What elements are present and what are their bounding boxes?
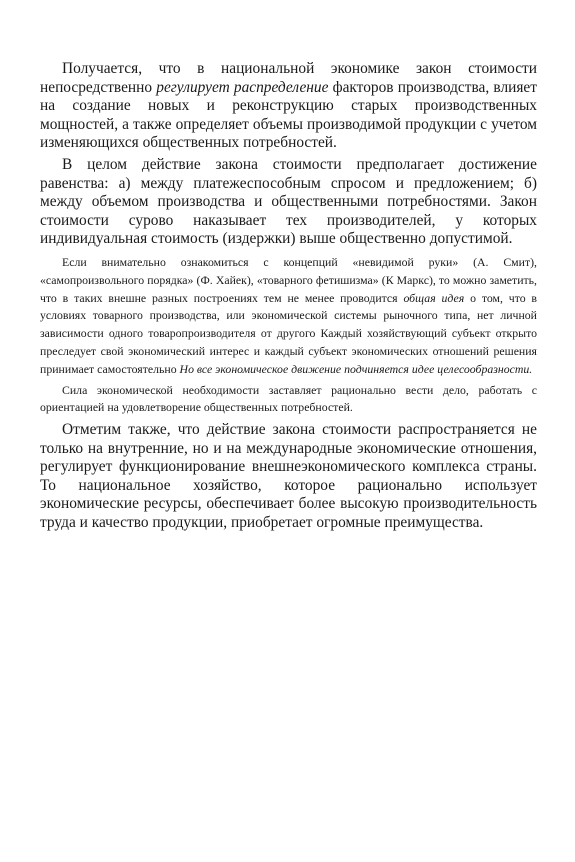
- italic-segment: общая идея: [403, 290, 465, 305]
- paragraph-equality: [40, 156, 537, 249]
- document-page: [40, 60, 537, 533]
- text-segment: Отметим также, что действие закона стоимости распространяется не только на внутренние, но и на международные экономические отношения, регулирует функционирование внешнеэкономического комплекса страны. То национальное хозяйство, которое рационально использует экономические ресурсы, обеспечивает более высокую производительность труда и качество продукции, приобретает огромные преимущества.: [40, 421, 537, 532]
- italic-segment: регулирует распределение: [156, 78, 329, 96]
- text-segment: о том, что в условиях товарного производства, или экономической системы рыночного типа, нет личной зависимости одного товаропроизводителя от другого Каждый хозяйствующий субъект открыто преследует свой экономический интерес и каждый субъект экономических отношений решения принимает самостоятельно: [40, 290, 538, 376]
- text-segment: В целом действие закона стоимости предполагает достижение равенства: а) между платежеспособным спросом и предложением; б) между объемом производства и общественными потребностями. Закон стоимости сурово наказывает тех производителей, у которых индивидуальная стоимость (издержки) выше общественно допустимой.: [40, 155, 537, 248]
- note-invisible-hand: [40, 254, 537, 379]
- text-segment: Если внимательно ознакомиться с концепций «невидимой руки» (А. Смит), «самопроизвольного порядка» (Ф. Хайек), «товарного фетишизма» (К Маркс), то можно заметить, что в таких внешне разных построениях тем не менее проводится: [40, 254, 537, 305]
- paragraph-law-of-value: [40, 60, 537, 153]
- italic-segment: Но все экономическое движение подчиняется идее целесообразности.: [179, 361, 533, 376]
- text-segment: факторов производства, влияет на создание новых и реконструкцию старых производственных мощностей, а также определяет объемы производимой продукции с учетом изменяющихся общественных потребностей.: [40, 78, 537, 152]
- text-segment: Сила экономической необходимости заставляет рационально вести дело, работать с ориентацией на удовлетворение общественных потребностей.: [40, 382, 537, 415]
- text-segment: Получается, что в национальной экономике закон стоимости непосредственно: [40, 60, 537, 96]
- paragraph-international: [40, 421, 537, 533]
- note-economic-necessity: [40, 382, 537, 418]
